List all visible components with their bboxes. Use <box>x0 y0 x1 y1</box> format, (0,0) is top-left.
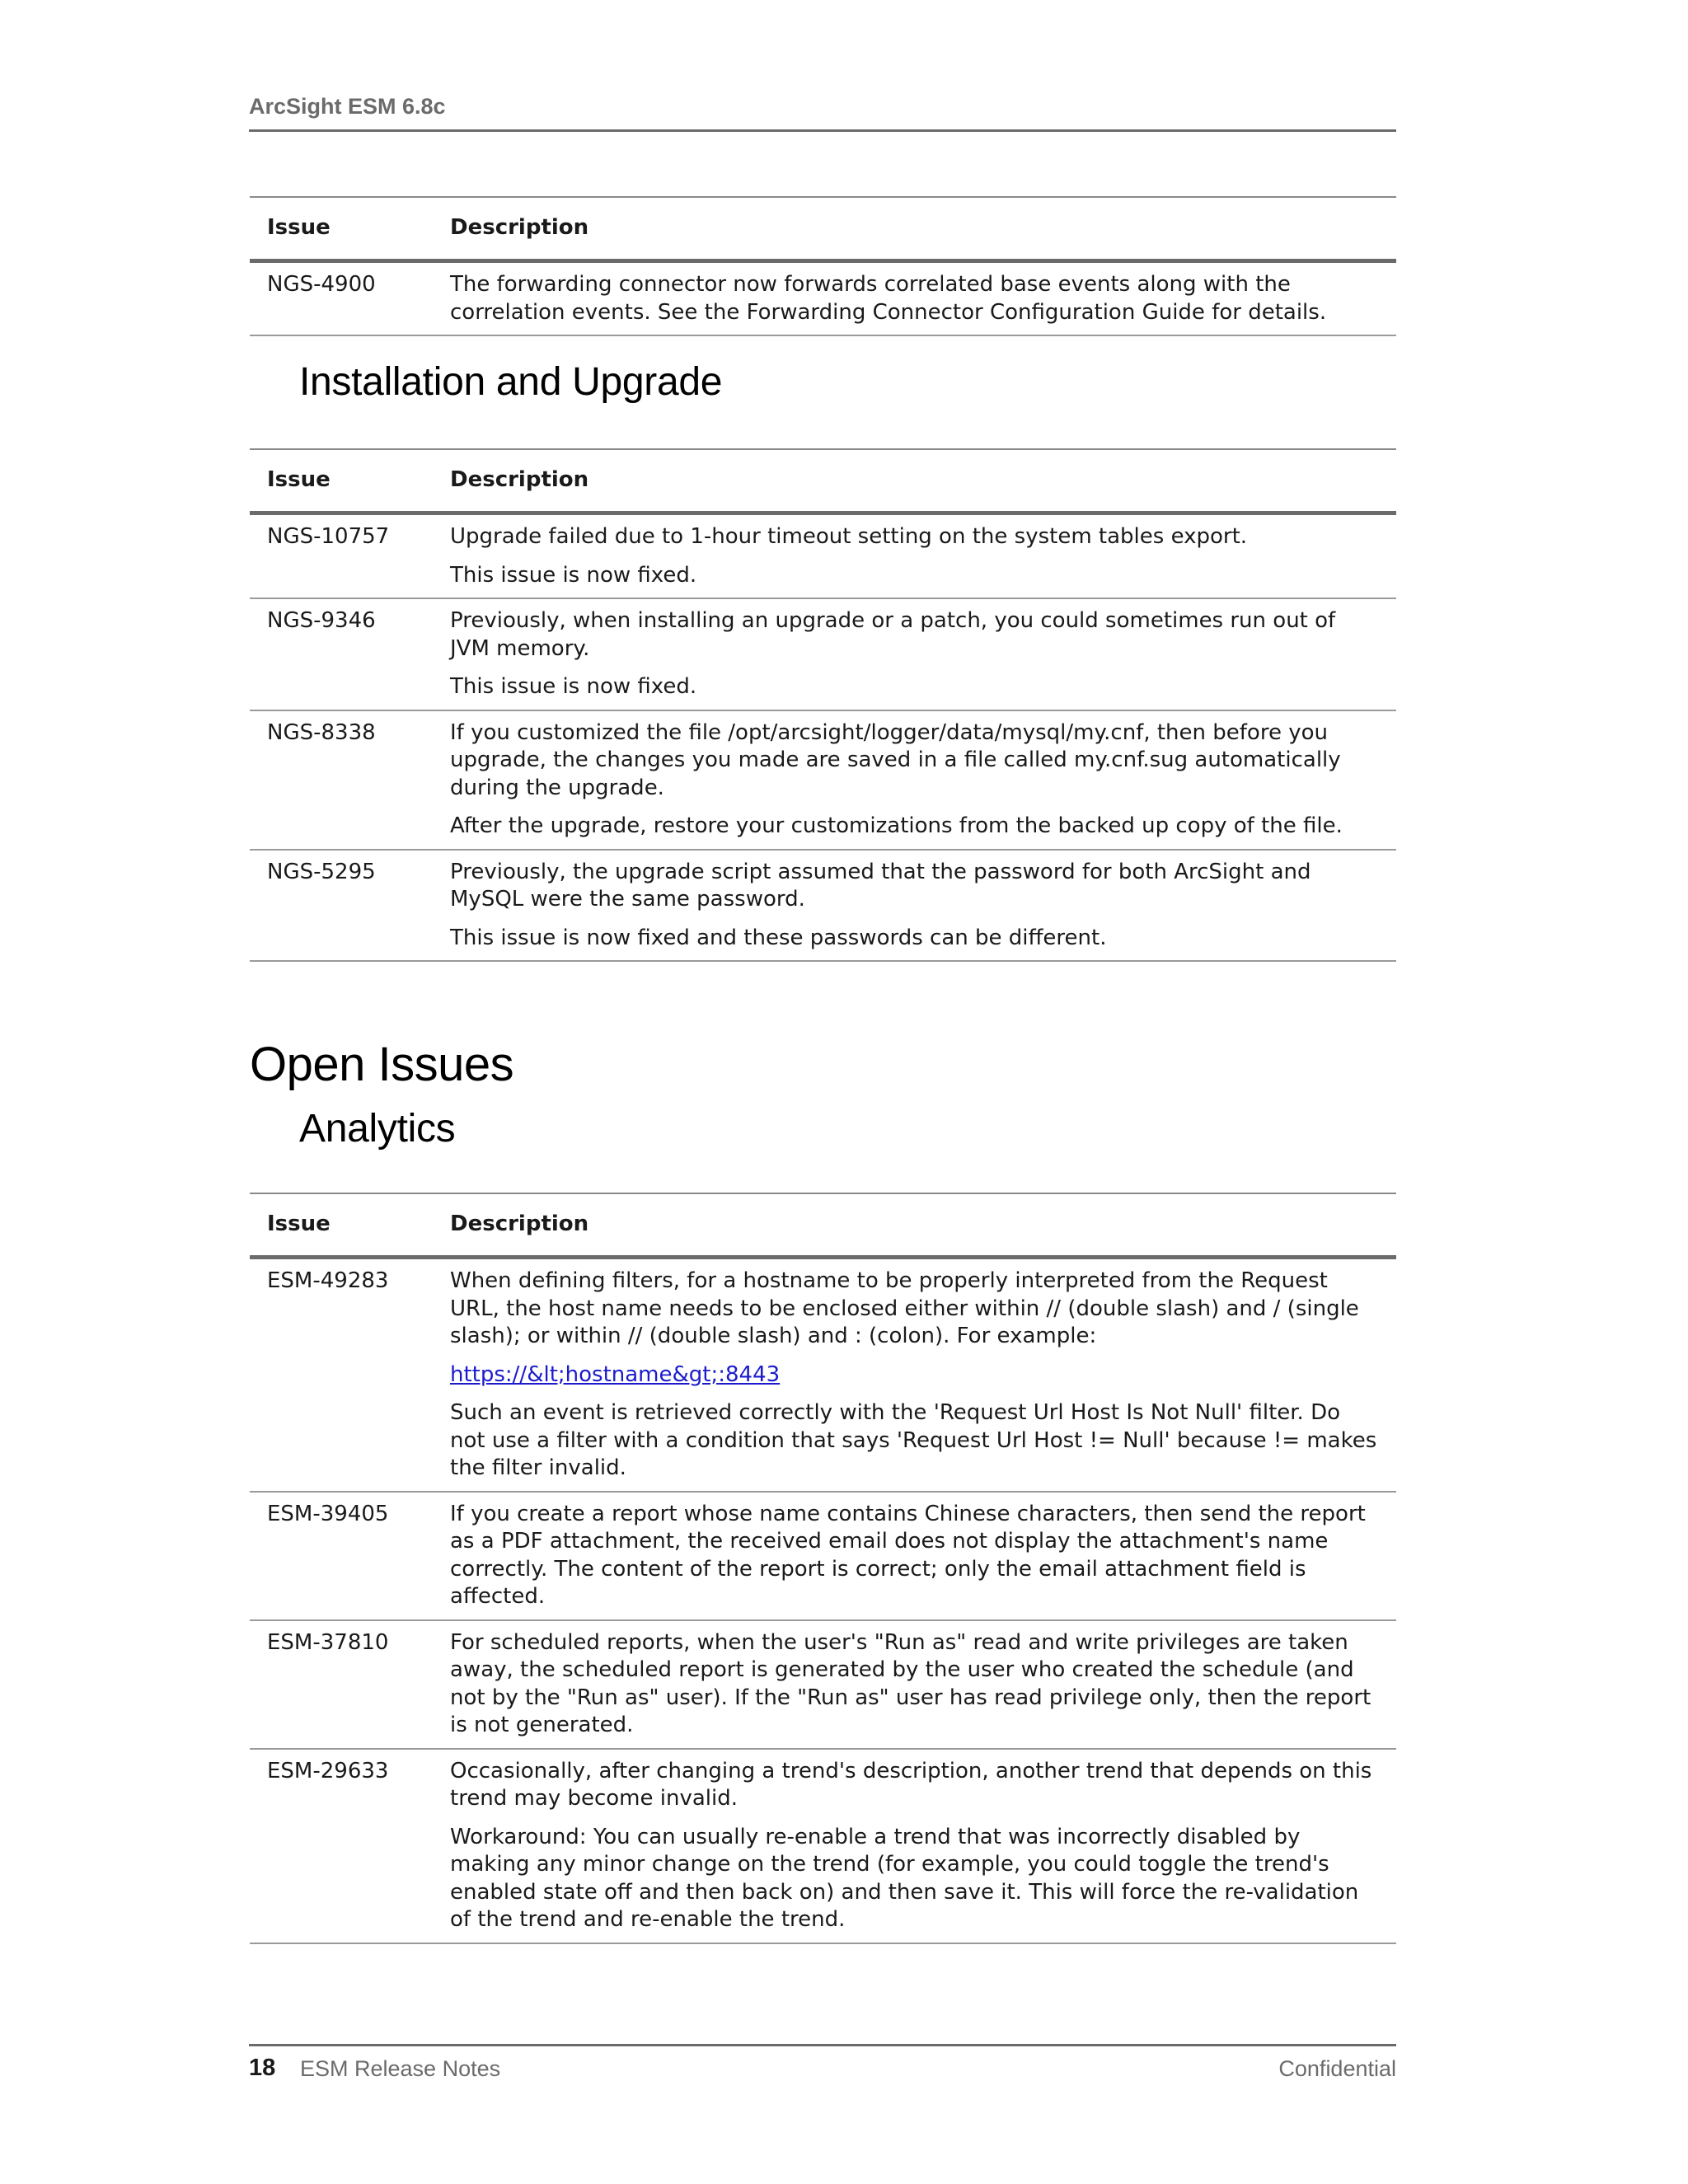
page-number: 18 <box>249 2055 276 2081</box>
description-paragraph: This issue is now fixed and these passwords can be different. <box>450 925 1107 950</box>
issue-id: NGS-9346 <box>250 598 450 710</box>
table-row <box>250 710 1396 850</box>
description-paragraph: If you customized the file /opt/arcsight/logger/data/mysql/my.cnf, then before you upgrade, the changes you made are saved in a file called my.cnf.sug automatically during the upgrade. <box>450 719 1341 800</box>
column-header-description: Description <box>450 449 1396 513</box>
issue-id: ESM-39405 <box>250 1492 450 1620</box>
page-header <box>249 91 1396 132</box>
column-header-description: Description <box>450 1193 1396 1258</box>
issue-description <box>450 598 1396 710</box>
header-title: ArcSight ESM 6.8c <box>249 94 446 119</box>
example-url-link[interactable]: https://&lt;hostname&gt;:8443 <box>450 1361 781 1387</box>
description-paragraph: Workaround: You can usually re-enable a trend that was incorrectly disabled by making any minor change on the trend (for example, you could toggle the trend's enabled state off and then back on) and then save it. This will force the re-validation of the trend and re-enable the trend. <box>450 1824 1359 1932</box>
description-paragraph: Occasionally, after changing a trend's description, another trend that depends on this trend may become invalid. <box>450 1758 1372 1811</box>
description-paragraph: The forwarding connector now forwards correlated base events along with the correlation events. See the Forwarding Connector Configuration Guide for details. <box>450 272 1327 325</box>
footer-confidential-label: Confidential <box>1278 2056 1396 2081</box>
section-heading-analytics: Analytics <box>299 1107 456 1151</box>
issue-description <box>450 1492 1396 1620</box>
issues-table-top <box>250 196 1396 336</box>
table-row <box>250 1749 1396 1943</box>
description-paragraph: This issue is now fixed. <box>450 674 697 699</box>
issue-id: NGS-4900 <box>250 261 450 336</box>
description-paragraph: After the upgrade, restore your customizations from the backed up copy of the file. <box>450 813 1343 838</box>
table-row <box>250 1620 1396 1749</box>
table-row <box>250 1258 1396 1492</box>
footer-doc-title: ESM Release Notes <box>300 2056 501 2081</box>
table-header-row <box>250 1193 1396 1258</box>
table-header-row <box>250 449 1396 513</box>
issue-description <box>450 850 1396 962</box>
table-row <box>250 598 1396 710</box>
description-paragraph: For scheduled reports, when the user's "Run as" read and write privileges are taken away, the scheduled report is generated by the user who created the schedule (and not by the "Run as" user). If the "Run as" user has read privilege only, then the report is not generated. <box>450 1629 1372 1737</box>
issues-table-analytics <box>250 1193 1396 1944</box>
table-row <box>250 261 1396 336</box>
description-paragraph: If you create a report whose name contains Chinese characters, then send the report as a PDF attachment, the received email does not display the attachment's name correctly. The content of the report is correct; only the email attachment field is affected. <box>450 1501 1366 1609</box>
column-header-issue: Issue <box>250 449 450 513</box>
description-paragraph: Upgrade failed due to 1-hour timeout setting on the system tables export. <box>450 524 1248 549</box>
description-paragraph: Previously, when installing an upgrade or a patch, you could sometimes run out of JVM memory. <box>450 608 1336 661</box>
column-header-issue: Issue <box>250 1193 450 1258</box>
description-paragraph: Such an event is retrieved correctly with the 'Request Url Host Is Not Null' filter. Do not use a filter with a condition that says 'Request Url Host != Null' because != makes the filter invalid. <box>450 1400 1377 1480</box>
issue-description <box>450 1258 1396 1492</box>
issue-id: ESM-37810 <box>250 1620 450 1749</box>
column-header-issue: Issue <box>250 197 450 261</box>
issue-id: ESM-29633 <box>250 1749 450 1943</box>
issue-description <box>450 1620 1396 1749</box>
description-paragraph: Previously, the upgrade script assumed that the password for both ArcSight and MySQL were the same password. <box>450 859 1311 912</box>
issue-id: NGS-8338 <box>250 710 450 850</box>
section-heading-installation: Installation and Upgrade <box>299 360 723 404</box>
issue-id: NGS-10757 <box>250 513 450 599</box>
issue-description <box>450 1749 1396 1943</box>
table-header-row <box>250 197 1396 261</box>
page-footer <box>249 2044 1396 2096</box>
issue-description <box>450 710 1396 850</box>
issue-description <box>450 513 1396 599</box>
table-row <box>250 1492 1396 1620</box>
description-paragraph: This issue is now fixed. <box>450 562 697 588</box>
issue-id: NGS-5295 <box>250 850 450 962</box>
column-header-description: Description <box>450 197 1396 261</box>
section-heading-open-issues: Open Issues <box>250 1038 514 1091</box>
issues-table-installation <box>250 448 1396 962</box>
description-paragraph: When defining filters, for a hostname to be properly interpreted from the Request URL, the host name needs to be enclosed either within // (double slash) and / (single slash); or within // (double slash) and : (colon). For example: <box>450 1268 1359 1348</box>
issue-id: ESM-49283 <box>250 1258 450 1492</box>
table-row <box>250 850 1396 962</box>
issue-description <box>450 261 1396 336</box>
table-row <box>250 513 1396 599</box>
